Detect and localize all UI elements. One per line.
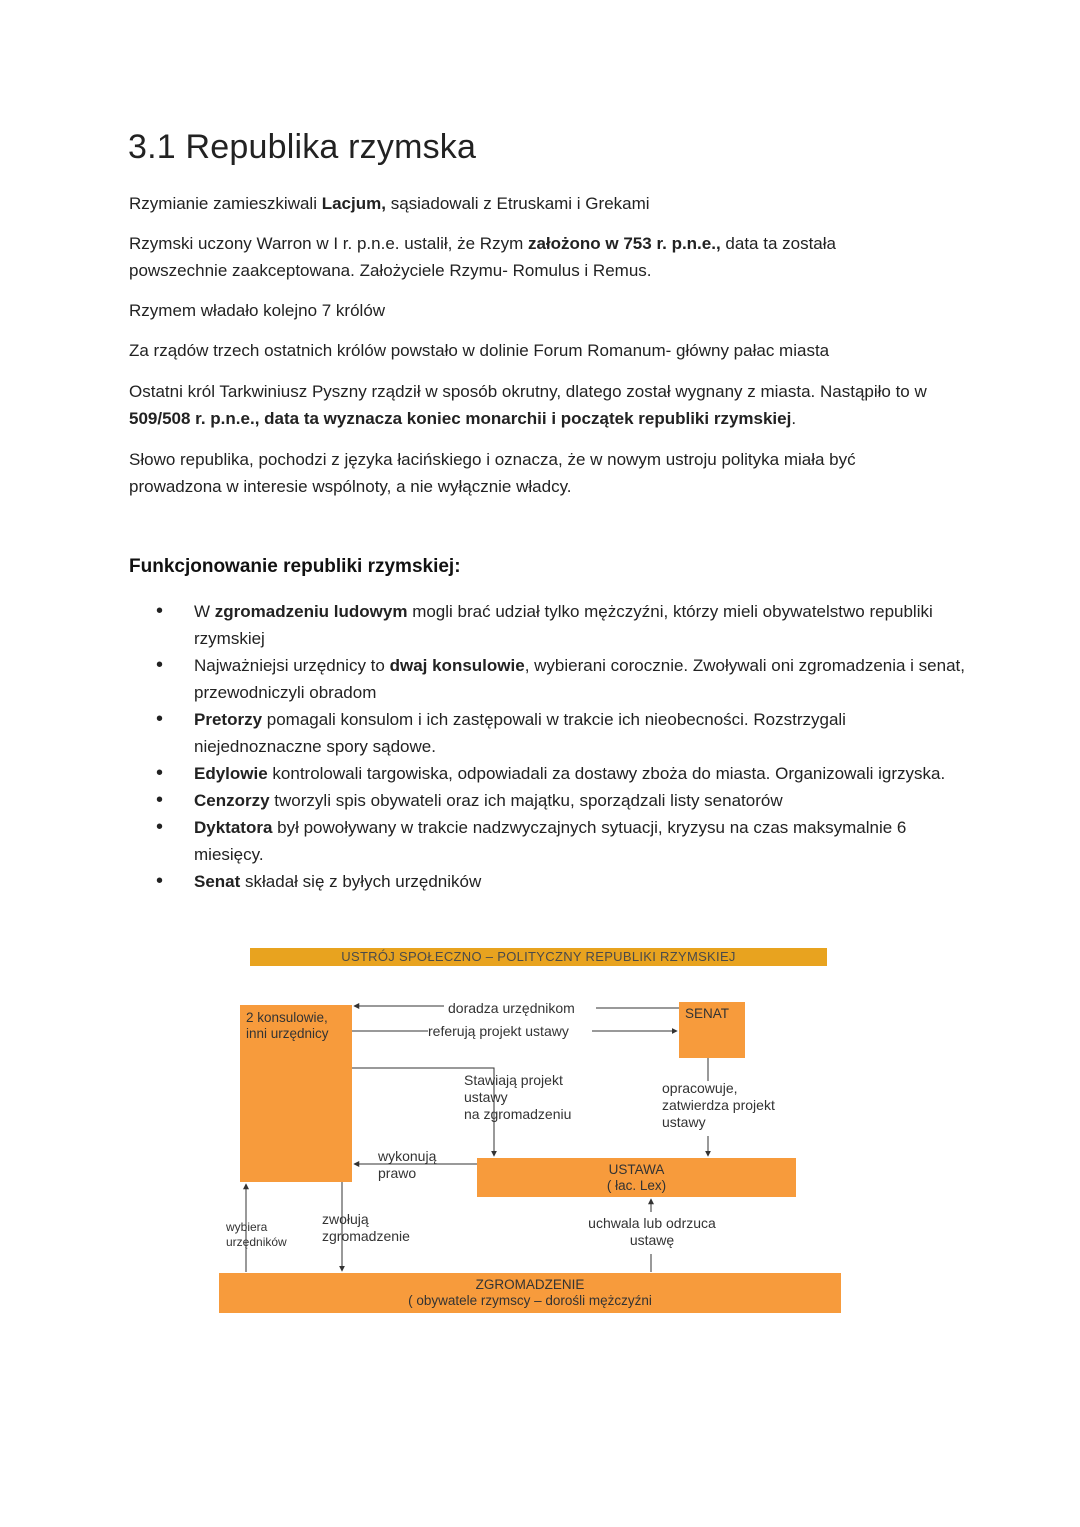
label-drafts: opracowuje, zatwierdza projekt ustawy: [662, 1080, 775, 1130]
label-refers: referują projekt ustawy: [428, 1023, 569, 1039]
list-item: • Pretorzy pomagali konsulom i ich zastępowali w trakcie ich nieobecności. Rozstrzygali niejednoznaczne spory sądowe.: [150, 706, 970, 760]
list-item: • Edylowie kontrolowali targowiska, odpowiadali za dostawy zboża do miasta. Organizowali igrzyska.: [150, 760, 970, 787]
paragraph-forum: Za rządów trzech ostatnich królów powstało w dolinie Forum Romanum- główny pałac miasta: [129, 341, 830, 360]
list-item: • Najważniejsi urzędnicy to dwaj konsulowie, wybierani corocznie. Zwoływali oni zgromadzenia i senat, przewodniczyli obradom: [150, 652, 970, 706]
list-item: • Cenzorzy tworzyli spis obywateli oraz ich majątku, sporządzali listy senatorów: [150, 787, 970, 814]
list-item: • W zgromadzeniu ludowym mogli brać udział tylko mężczyźni, którzy mieli obywatelstwo republiki rzymskiej: [150, 598, 970, 652]
senate-label: SENAT: [685, 1006, 730, 1021]
list-item: • Dyktatora był powoływany w trakcie nadzwyczajnych sytuacji, kryzysu na czas maksymalnie 6 miesięcy.: [150, 814, 970, 868]
label-votes: uchwala lub odrzuca ustawę: [588, 1215, 716, 1248]
republic-structure-diagram: [216, 944, 846, 1320]
consuls-label: 2 konsulowie, inni urzędnicy: [246, 1010, 329, 1041]
paragraph-republic-start: Ostatni król Tarkwiniusz Pyszny rządził w sposób okrutny, dlatego został wygnany z miasta. Nastąpiło to w 509/508 r. p.n.e., data ta wyznacza koniec monarchii i początek republiki rzymskiej.: [129, 382, 927, 428]
bullet-list: [150, 598, 970, 895]
law-label: USTAWA ( łac. Lex): [606, 1162, 667, 1193]
label-elects: wybiera urzędników: [226, 1220, 287, 1249]
label-convene: zwołują zgromadzenie: [322, 1211, 410, 1244]
paragraph-republic-word: Słowo republika, pochodzi z języka łacińskiego i oznacza, że w nowym ustroju polityka miała być prowadzona w interesie wspólnoty, a nie wyłącznie władcy.: [129, 450, 856, 496]
paragraph-kings: Rzymem władało kolejno 7 królów: [129, 301, 386, 320]
label-propose: Stawiają projekt ustawy na zgromadzeniu: [464, 1072, 572, 1122]
page-title: 3.1 Republika rzymska: [128, 128, 477, 166]
diagram-title: USTRÓJ SPOŁECZNO – POLITYCZNY REPUBLIKI RZYMSKIEJ: [250, 948, 827, 966]
label-advises: doradza urzędnikom: [448, 1000, 575, 1016]
section-heading: Funkcjonowanie republiki rzymskiej:: [129, 556, 461, 577]
label-execute: wykonują prawo: [378, 1148, 437, 1181]
paragraph-latium: Rzymianie zamieszkiwali Lacjum, sąsiadowali z Etruskami i Grekami: [129, 194, 650, 213]
assembly-label: ZGROMADZENIE ( obywatele rzymscy – dorośli mężczyźni: [408, 1277, 652, 1308]
list-item: • Senat składał się z byłych urzędników: [150, 868, 970, 895]
paragraph-founding: Rzymski uczony Warron w I r. p.n.e. ustalił, że Rzym założono w 753 r. p.n.e., data ta została powszechnie zaakceptowana. Założyciele Rzymu- Romulus i Remus.: [129, 234, 836, 280]
